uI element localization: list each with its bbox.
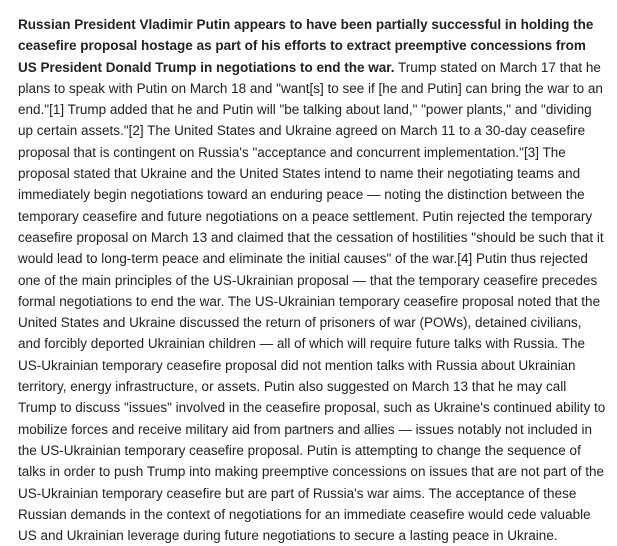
body-text: Trump stated on March 17 that he plans to speak with Putin on March 18 and "want[s] to see if [he and Putin] can bring the war to an end."[1] Trump added that he and Putin will "be talking about land," "power plants," and "dividing up certain assets."[2] The United States and Ukraine agreed on March 11 to a 30-day ceasefire proposal that is contingent on Russia's "acceptance and concurrent implementation."[3] The proposal stated that Ukraine and the United States intend to name their negotiating teams and immediately begin negotiations toward an enduring peace — noting the distinction between the temporary ceasefire and future negotiations on a peace settlement. Putin rejected the temporary ceasefire proposal on March 13 and claimed that the cessation of hostilities "should be such that it would lead to long-term peace and eliminate the initial causes" of the war.[4] Putin thus rejected one of the main principles of the US-Ukrainian proposal — that the temporary ceasefire precedes formal negotiations to end the war. The US-Ukrainian temporary ceasefire proposal noted that the United States and Ukraine discussed the return of prisoners of war (POWs), detained civilians, and forcibly deported Ukrainian children — all of which will require future talks with Russia. The US-Ukrainian temporary ceasefire proposal did not mention talks with Russia about Ukrainian territory, energy infrastructure, or assets. Putin also suggested on March 13 that he may call Trump to discuss "issues" involved in the ceasefire proposal, such as Ukraine's continued ability to mobilize forces and receive military aid from partners and allies — issues notably not included in the US-Ukrainian temporary ceasefire proposal. Putin is attempting to change the sequence of talks in order to push Trump into making preemptive concessions on issues that are not part of the US-Ukrainian temporary ceasefire but are part of Russia's war aims. The acceptance of these Russian demands in the context of negotiations for an immediate ceasefire would cede valuable US and Ukrainian leverage during future negotiations to secure a lasting peace in Ukraine. (18, 59, 606, 544)
article-paragraph (18, 14, 607, 546)
lead-sentence: Russian President Vladimir Putin appears to have been partially successful in holding the ceasefire proposal hostage as part of his efforts to extract preemptive concessions from US President Donald Trump in negotiations to end the war. (18, 17, 594, 75)
